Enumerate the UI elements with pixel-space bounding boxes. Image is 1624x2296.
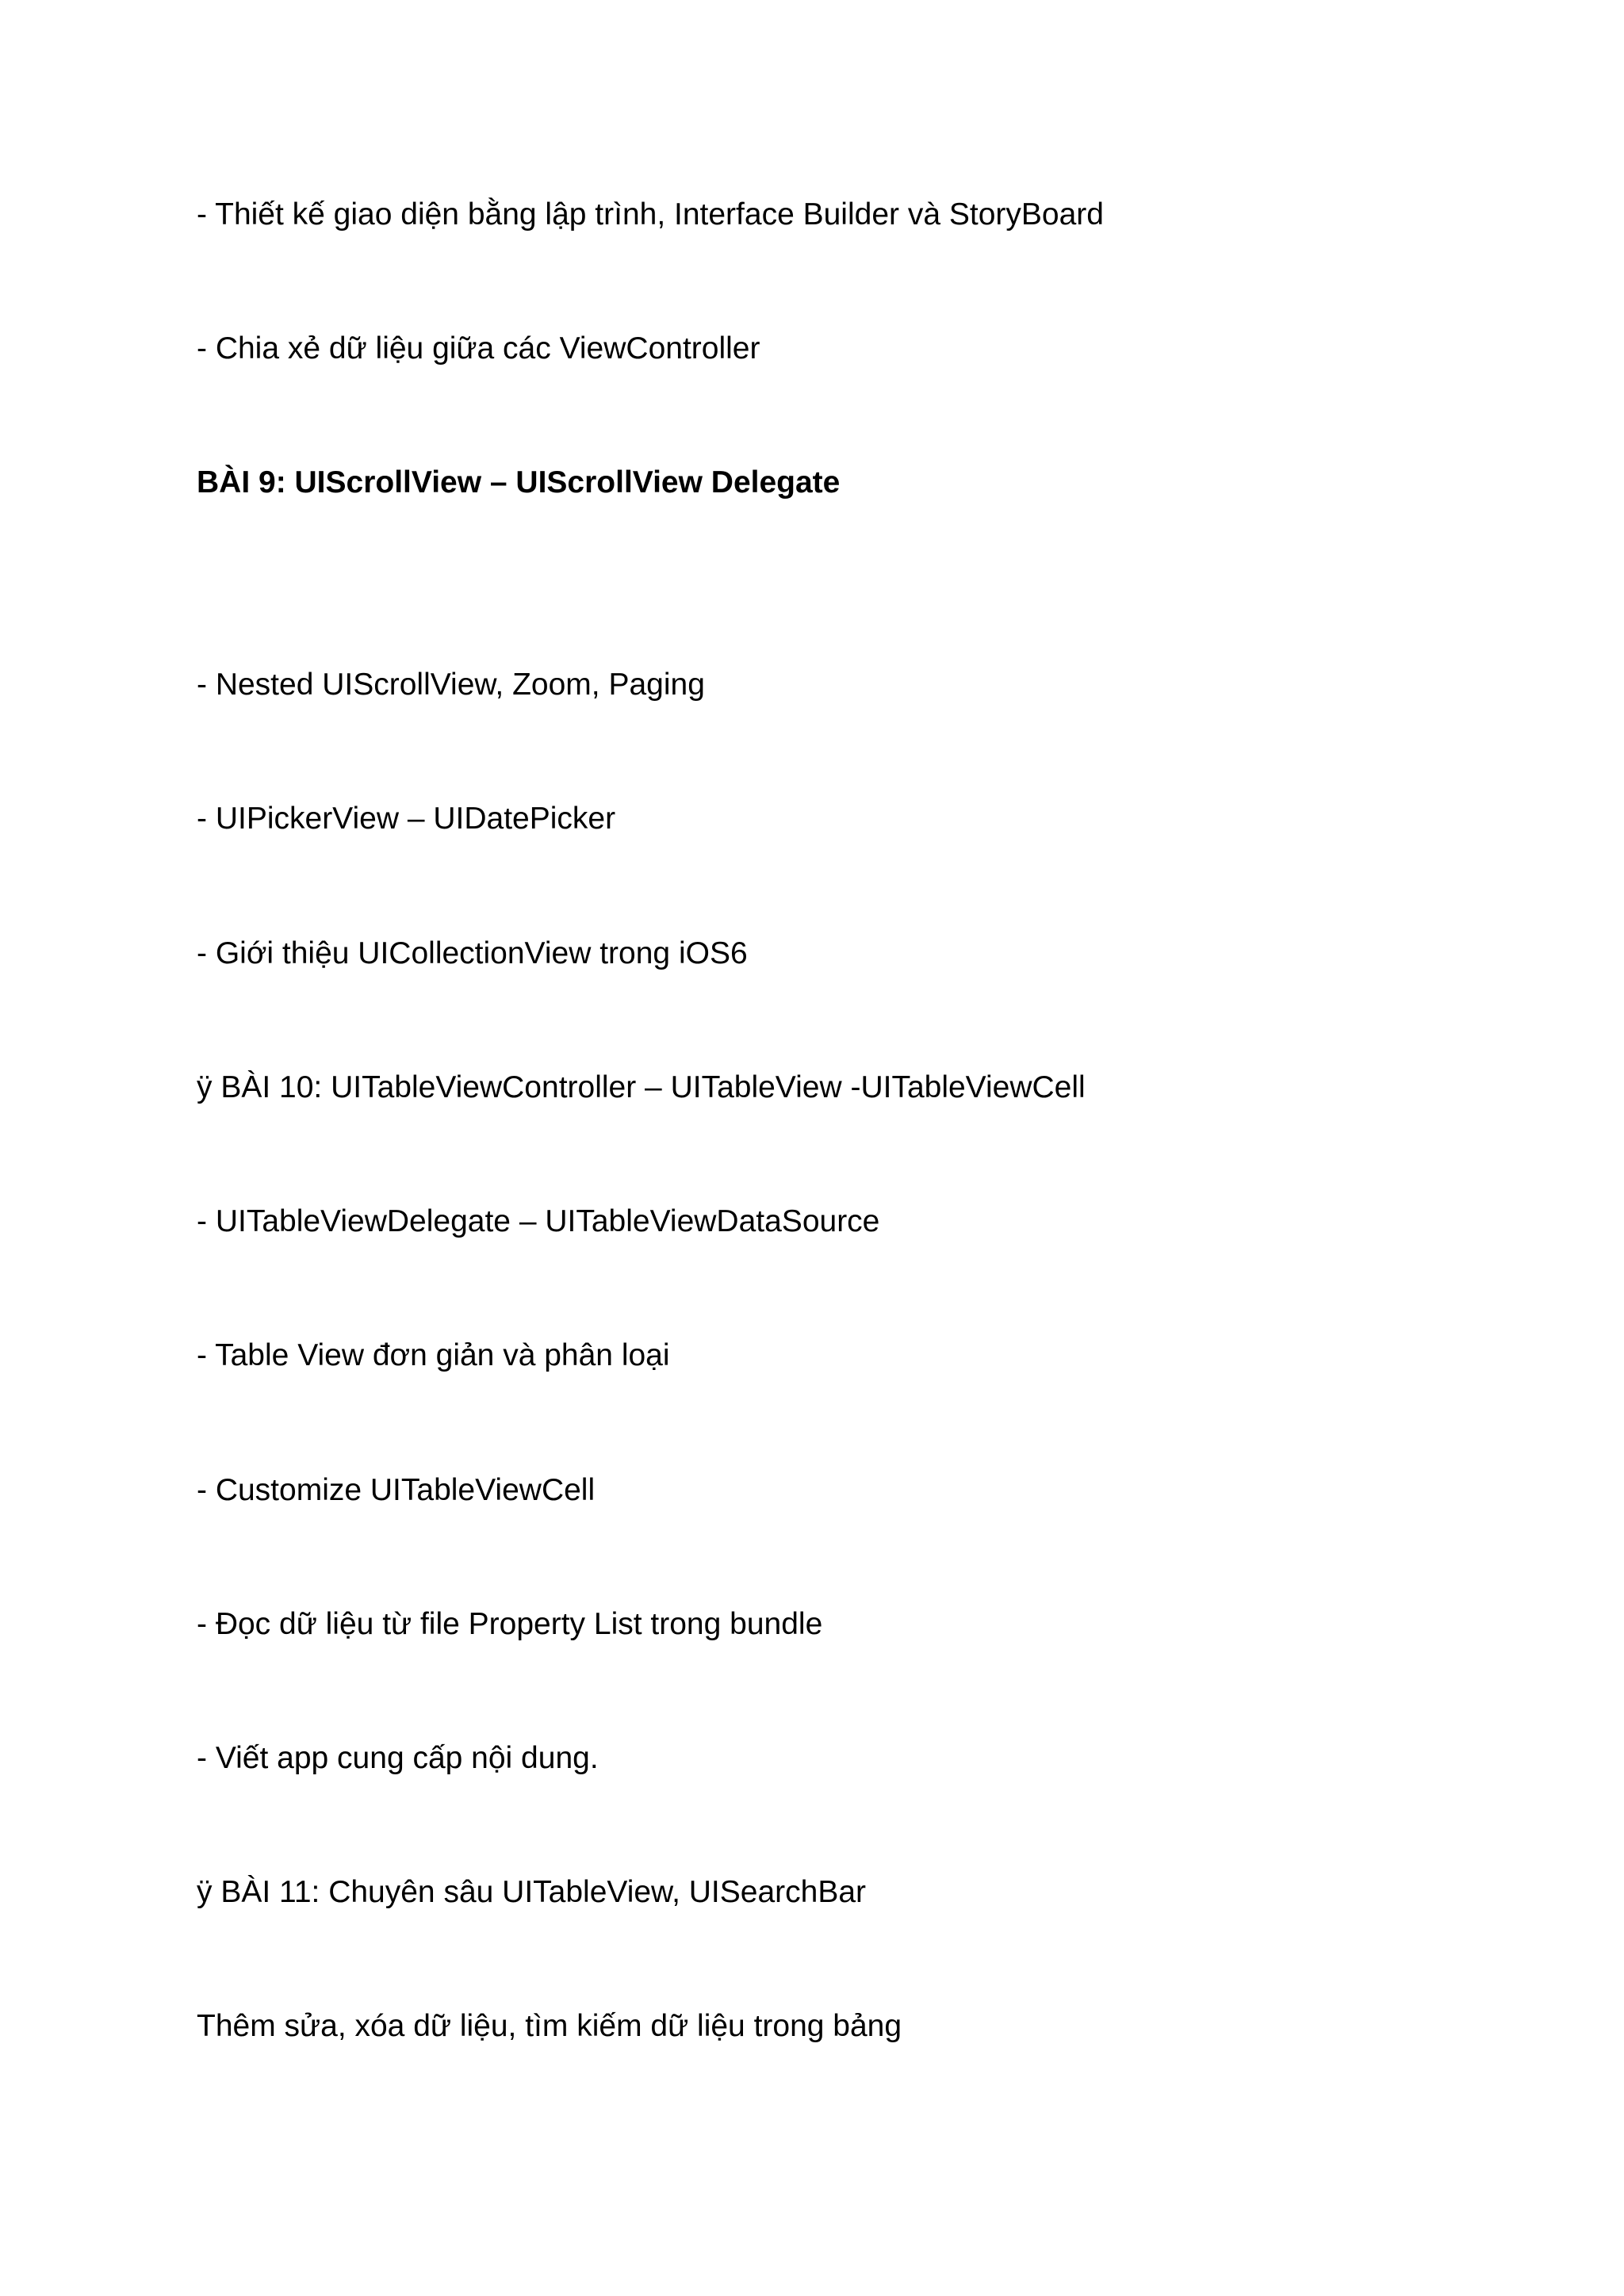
heading-lesson-10: ÿ BÀI 10: UITableViewController – UITableView -UITableViewCell bbox=[197, 1070, 1086, 1104]
text-line-6: - Giới thiệu UICollectionView trong iOS6 bbox=[197, 936, 748, 970]
text-line-2: - Chia xẻ dữ liệu giữa các ViewController bbox=[197, 331, 760, 365]
text-line-4: - Nested UIScrollView, Zoom, Paging bbox=[197, 668, 705, 702]
text-line-12: - Viết app cung cấp nội dung. bbox=[197, 1741, 599, 1775]
text-line-10: - Customize UITableViewCell bbox=[197, 1473, 596, 1507]
text-line-11: - Đọc dữ liệu từ file Property List trong bundle bbox=[197, 1607, 823, 1641]
text-line-8: - UITableViewDelegate – UITableViewDataSource bbox=[197, 1204, 880, 1238]
text-line-5: - UIPickerView – UIDatePicker bbox=[197, 802, 616, 836]
text-line-9: - Table View đơn giản và phân loại bbox=[197, 1338, 670, 1372]
heading-lesson-9: BÀI 9: UIScrollView – UIScrollView Delegate bbox=[197, 465, 841, 499]
text-line-1: - Thiết kế giao diện bằng lập trình, Interface Builder và StoryBoard bbox=[197, 197, 1104, 232]
text-line-14: Thêm sửa, xóa dữ liệu, tìm kiếm dữ liệu trong bảng bbox=[197, 2009, 902, 2043]
heading-lesson-11: ÿ BÀI 11: Chuyên sâu UITableView, UISearchBar bbox=[197, 1875, 867, 1909]
